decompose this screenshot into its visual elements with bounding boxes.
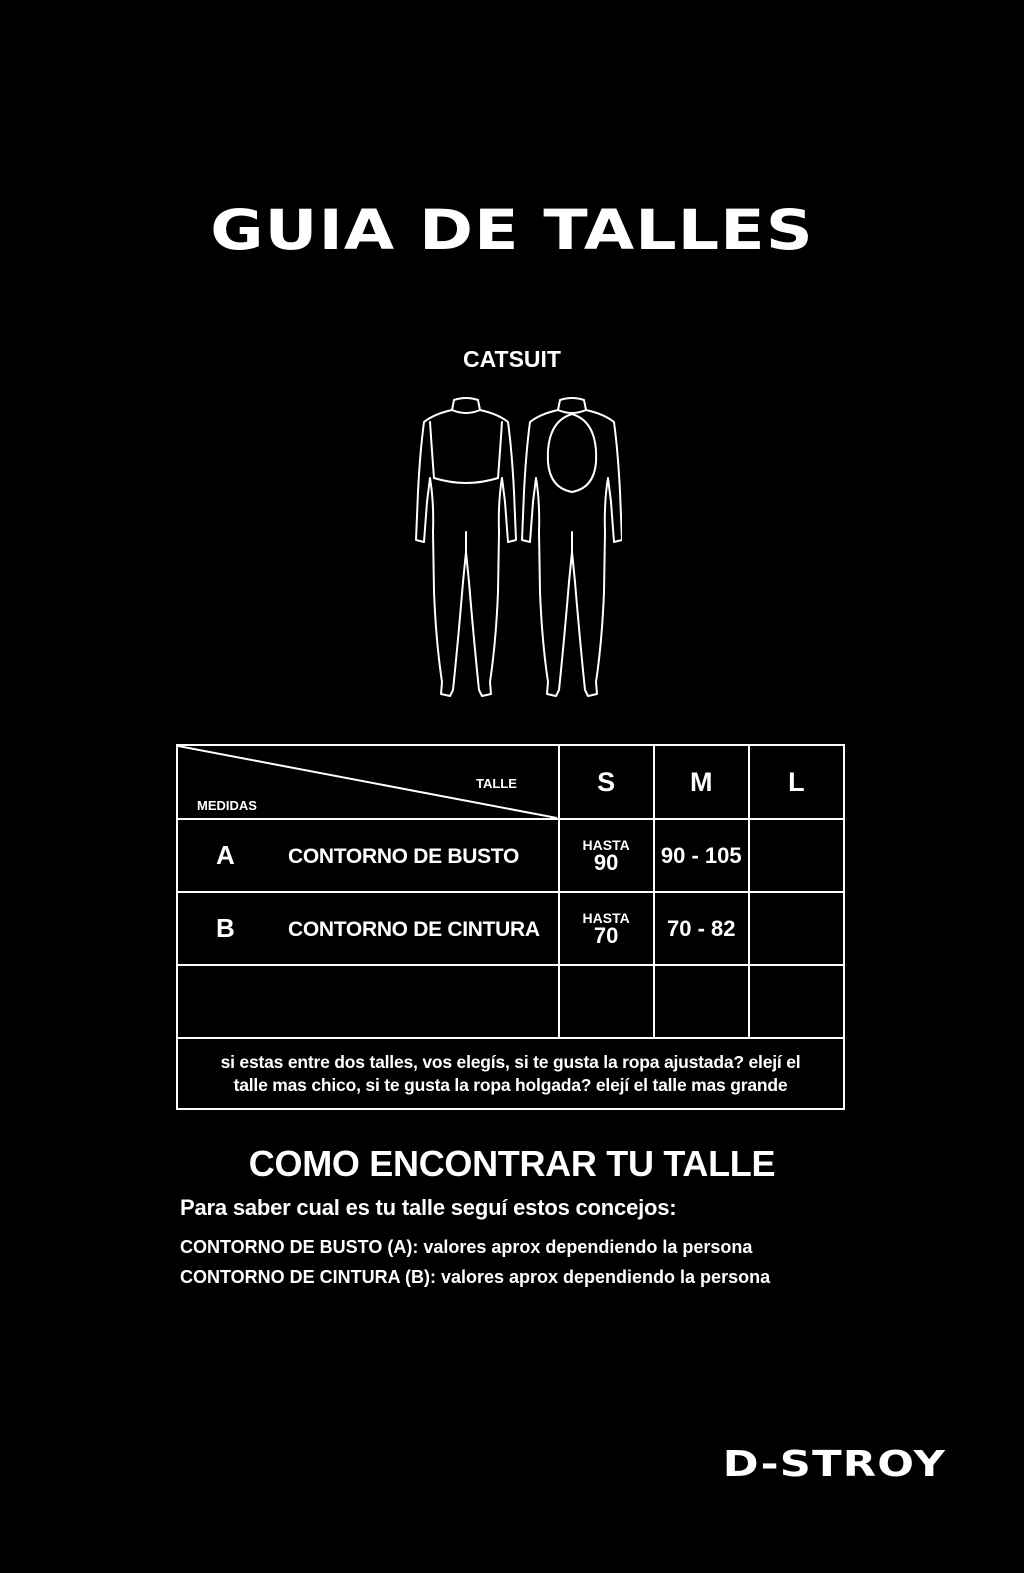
size-l-cell xyxy=(749,819,844,892)
how-to-line-busto: CONTORNO DE BUSTO (A): valores aprox dependiendo la persona xyxy=(180,1237,753,1257)
size-s-header: S xyxy=(559,745,654,819)
row-name: CONTORNO DE BUSTO xyxy=(288,845,519,868)
row-name: CONTORNO DE CINTURA xyxy=(288,918,540,941)
row-label-cell xyxy=(177,819,559,892)
hasta-value: 70 xyxy=(593,922,619,948)
size-m-header: M xyxy=(654,745,749,819)
page-title: GUIA DE TALLES xyxy=(210,198,814,262)
table-row xyxy=(177,892,844,965)
size-m-cell: 70 - 82 xyxy=(654,892,749,965)
size-s-cell xyxy=(559,819,654,892)
size-note-line-2: talle mas chico, si te gusta la ropa holgada? elejí el talle mas grande xyxy=(233,1074,788,1095)
how-to-line-cintura: CONTORNO DE CINTURA (B): valores aprox dependiendo la persona xyxy=(180,1267,771,1287)
header-medidas-label: MEDIDAS xyxy=(197,798,257,813)
brand-logo: D-STROY xyxy=(722,1444,946,1485)
hasta-prefix: HASTA xyxy=(582,909,630,926)
size-l-cell xyxy=(749,892,844,965)
row-label-cell xyxy=(177,892,559,965)
size-s-cell xyxy=(559,892,654,965)
how-to-title: COMO ENCONTRAR TU TALLE xyxy=(248,1143,776,1184)
header-diagonal-cell xyxy=(177,745,559,819)
catsuit-back-figure xyxy=(522,398,622,696)
table-header-row xyxy=(177,745,844,819)
table-row xyxy=(177,819,844,892)
size-table xyxy=(176,744,845,1110)
row-letter: B xyxy=(216,913,235,943)
empty-cell xyxy=(749,965,844,1038)
hasta-value: 90 xyxy=(593,849,619,875)
empty-cell xyxy=(177,965,559,1038)
size-note-line-1: si estas entre dos talles, vos elegís, si te gusta la ropa ajustada? elejí el xyxy=(220,1052,801,1072)
empty-cell xyxy=(654,965,749,1038)
empty-table-row xyxy=(177,965,844,1038)
hasta-prefix: HASTA xyxy=(582,836,630,853)
size-note xyxy=(177,1038,844,1109)
how-to-subtitle: Para saber cual es tu talle seguí estos concejos: xyxy=(180,1195,677,1220)
catsuit-illustration xyxy=(412,392,622,704)
note-row xyxy=(177,1038,844,1109)
size-l-header: L xyxy=(749,745,844,819)
size-m-cell: 90 - 105 xyxy=(654,819,749,892)
row-letter: A xyxy=(216,840,235,870)
header-talle-label: TALLE xyxy=(476,776,517,791)
empty-cell xyxy=(559,965,654,1038)
product-name: CATSUIT xyxy=(463,346,561,372)
catsuit-front-figure xyxy=(416,398,516,696)
